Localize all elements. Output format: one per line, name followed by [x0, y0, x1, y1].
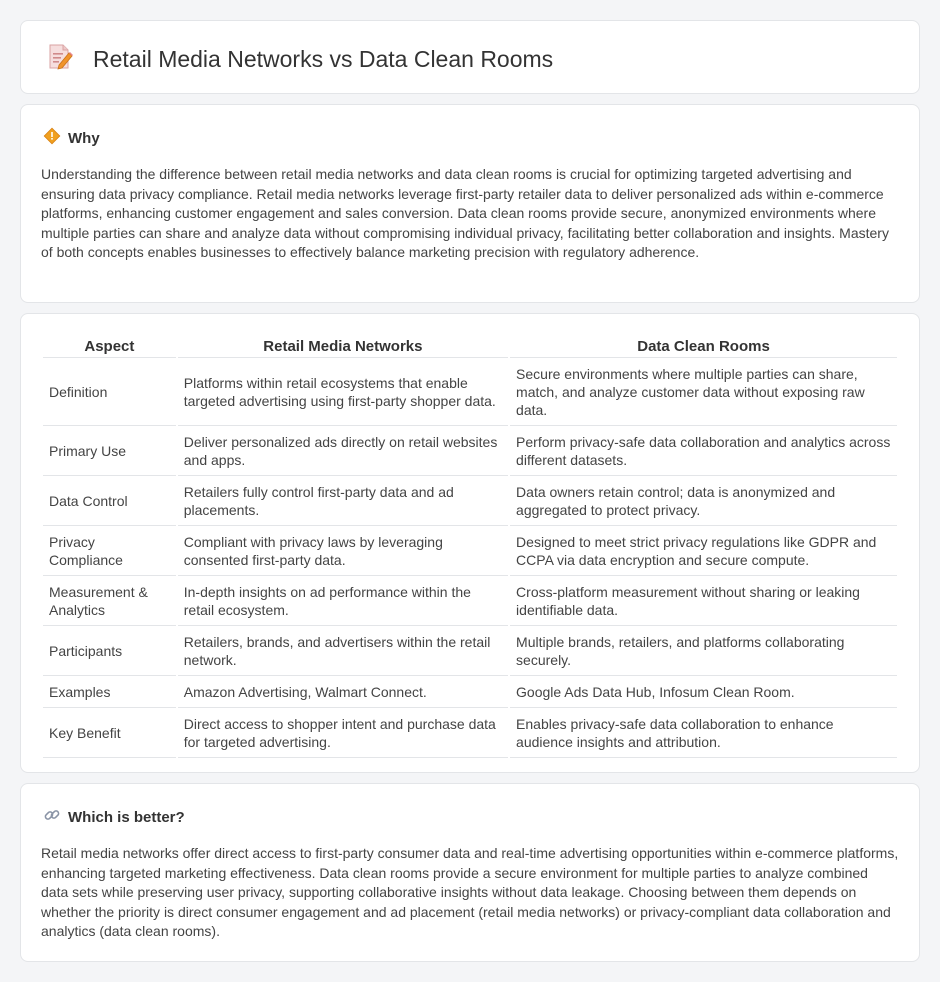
table-row — [43, 576, 897, 626]
cell-aspect: Key Benefit — [43, 708, 176, 758]
which-is-better-title: Which is better? — [68, 809, 185, 826]
header-retail-media-networks: Retail Media Networks — [178, 336, 508, 358]
cell-rmn: Compliant with privacy laws by leveraging consented first-party data. — [178, 526, 508, 576]
why-title: Why — [68, 130, 100, 147]
cell-rmn: In-depth insights on ad performance within the retail ecosystem. — [178, 576, 508, 626]
cell-rmn: Amazon Advertising, Walmart Connect. — [178, 676, 508, 708]
table-row — [43, 476, 897, 526]
why-paragraph: Understanding the difference between retail media networks and data clean rooms is crucial for optimizing targeted advertising and ensuring data privacy compliance. Retail media networks leverage first-party retailer data to deliver personalized ads within e-commerce platforms, enhancing customer engagement and sales conversion. Data clean rooms provide secure, anonymized environments where multiple parties can share and analyze data without compromising individual privacy, facilitating better collaboration and insights. Mastery of both concepts enables businesses to effectively balance marketing precision with regulatory adherence. — [41, 166, 889, 260]
cell-aspect: Privacy Compliance — [43, 526, 176, 576]
why-section — [20, 104, 920, 303]
table-row — [43, 358, 897, 426]
table-row — [43, 708, 897, 758]
cell-rmn: Retailers fully control first-party data and ad placements. — [178, 476, 508, 526]
which-is-better-paragraph: Retail media networks offer direct access to first-party consumer data and real-time advertising opportunities within e-commerce platforms, enhancing targeted marketing effectiveness. Data clean rooms provide a secure environment for multiple parties to analyze combined data sets while preserving user privacy, supporting collaborative insights without data leakage. Choosing between them depends on whether the priority is direct consumer engagement and ad placement (retail media networks) or privacy-compliant data collaboration and analytics (data clean rooms). — [41, 845, 899, 939]
header-data-clean-rooms: Data Clean Rooms — [510, 336, 897, 358]
which-is-better-section — [20, 783, 920, 962]
cell-aspect: Examples — [43, 676, 176, 708]
cell-rmn: Retailers, brands, and advertisers within the retail network. — [178, 626, 508, 676]
cell-rmn: Deliver personalized ads directly on retail websites and apps. — [178, 426, 508, 476]
cell-dcr: Designed to meet strict privacy regulations like GDPR and CCPA via data encryption and secure compute. — [510, 526, 897, 576]
cell-dcr: Perform privacy-safe data collaboration and analytics across different datasets. — [510, 426, 897, 476]
cell-aspect: Data Control — [43, 476, 176, 526]
diamond-signpost-icon — [43, 127, 68, 150]
cell-aspect: Primary Use — [43, 426, 176, 476]
page-title: Retail Media Networks vs Data Clean Rooms — [93, 46, 554, 72]
cell-dcr: Google Ads Data Hub, Infosum Clean Room. — [510, 676, 897, 708]
header-card — [20, 20, 920, 94]
link-icon — [43, 806, 68, 829]
cell-dcr: Enables privacy-safe data collaboration to enhance audience insights and attribution. — [510, 708, 897, 758]
cell-dcr: Multiple brands, retailers, and platforms collaborating securely. — [510, 626, 897, 676]
cell-rmn: Platforms within retail ecosystems that enable targeted advertising using first-party shopper data. — [178, 358, 508, 426]
cell-aspect: Measurement & Analytics — [43, 576, 176, 626]
table-row — [43, 426, 897, 476]
table-row — [43, 626, 897, 676]
table-header-row — [43, 336, 897, 358]
table-row — [43, 526, 897, 576]
cell-aspect: Definition — [43, 358, 176, 426]
table-row — [43, 676, 897, 708]
cell-dcr: Cross-platform measurement without sharing or leaking identifiable data. — [510, 576, 897, 626]
comparison-section — [20, 313, 920, 773]
header-aspect: Aspect — [43, 336, 176, 358]
document-edit-icon — [47, 43, 93, 76]
comparison-table — [41, 336, 899, 758]
cell-dcr: Data owners retain control; data is anonymized and aggregated to protect privacy. — [510, 476, 897, 526]
cell-rmn: Direct access to shopper intent and purchase data for targeted advertising. — [178, 708, 508, 758]
cell-dcr: Secure environments where multiple parties can share, match, and analyze customer data without exposing raw data. — [510, 358, 897, 426]
cell-aspect: Participants — [43, 626, 176, 676]
